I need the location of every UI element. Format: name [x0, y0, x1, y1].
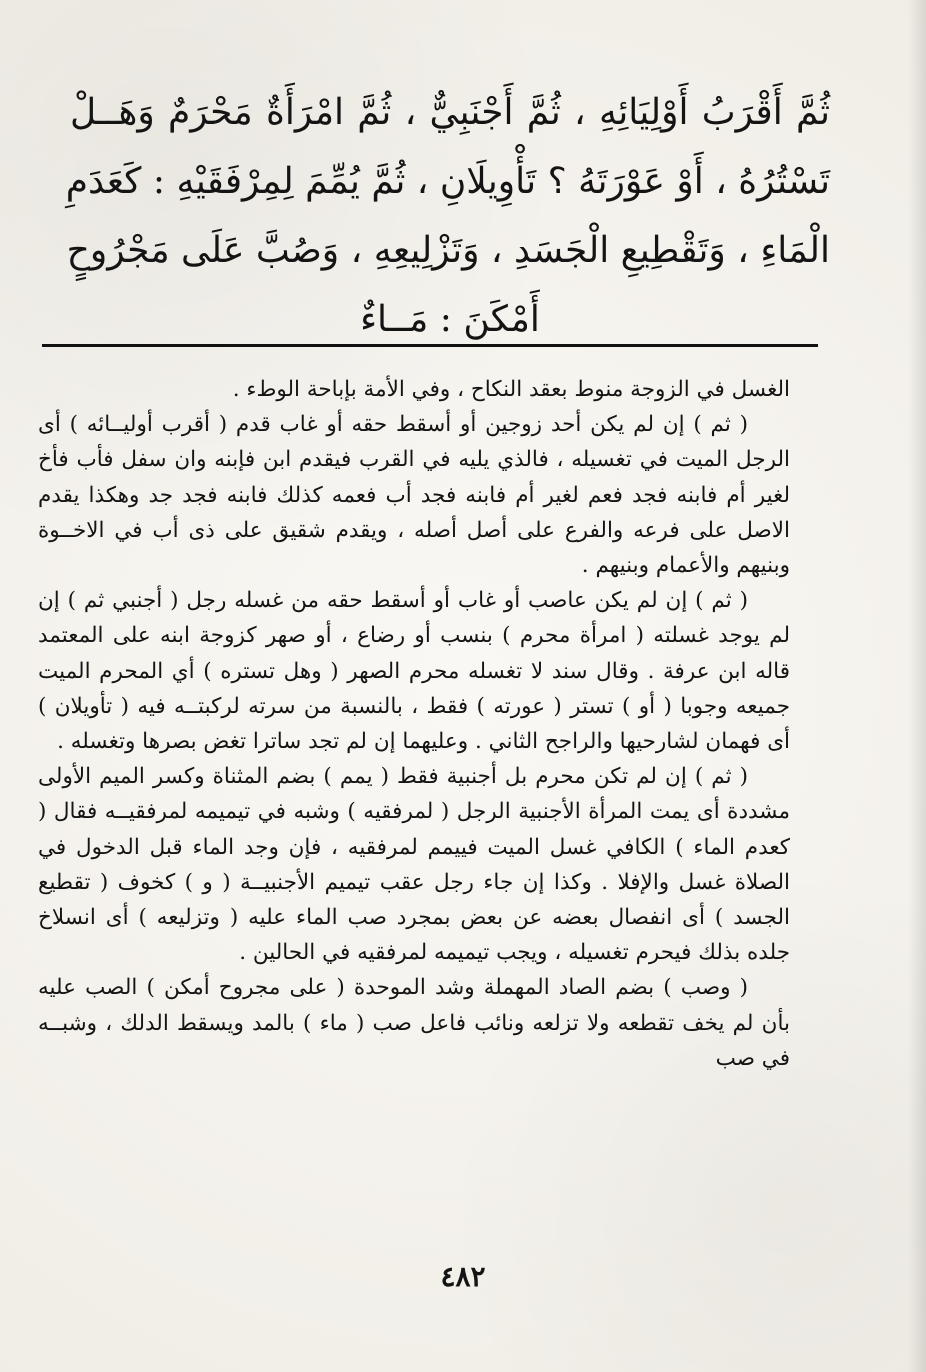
commentary-paragraph: ( ثم ) إن لم يكن أحد زوجين أو أسقط حقه أو غاب قدم ( أقرب أوليــائه ) أى الرجل الميت في تغسيله ، فالذي يليه في القرب فيقدم ابن فإبنه وان سفل فأب فأخ لغير أم فابنه فجد فعم لغير أم فابنه فجد أب فعمه كذلك فابنه فجد جد وهكذا يقدم الاصل على فرعه والفرع على أصل أصله ، ويقدم شقيق على ذى أب في الاخــوة وبنيهم والأعمام وبنيهم .: [38, 412, 790, 579]
commentary-paragraph: ( وصب ) بضم الصاد المهملة وشد الموحدة ( على مجروح أمكن ) الصب عليه بأن لم يخف تقطعه ولا تزلعه ونائب فاعل صب ( ماء ) بالمد ويسقط الدلك ، وشبــه في صب: [38, 975, 790, 1071]
page-edge-shadow: [908, 0, 926, 1372]
matn-line: ثُمَّ أَقْرَبُ أَوْلِيَائِهِ ، ثُمَّ أَجْنَبِيٌّ ، ثُمَّ امْرَأَةٌ مَحْرَمٌ وَهَــلْ: [70, 92, 830, 133]
commentary-paragraph: الغسل في الزوجة منوط بعقد النكاح ، وفي الأمة بإباحة الوطء .: [232, 377, 790, 402]
commentary-paragraph: ( ثم ) إن لم يكن عاصب أو غاب أو أسقط حقه من غسله رجل ( أجنبي ثم ) إن لم يوجد غسلته ( امرأة محرم ) بنسب أو رضاع ، أو صهر كزوجة ابنه على المعتمد قاله ابن عرفة . وقال سند لا تغسله محرم الصهر ( وهل تستره ) أي المحرم الميت جميعه وجوبا ( أو ) تستر ( عورته ) فقط ، بالنسبة من سرته لركبتــه فيه ( تأويلان ) أى فهمان لشارحيها والراجح الثاني . وعليهما إن لم تجد ساترا تغض بصرها وتغسله .: [38, 588, 790, 755]
page-number: ٤٨٢: [440, 1260, 486, 1293]
main-text-matn: [65, 78, 830, 354]
section-divider: [42, 344, 818, 347]
commentary-sharh: [38, 372, 790, 1076]
matn-line: الْمَاءِ ، وَتَقْطِيعِ الْجَسَدِ ، وَتَزْلِيعِهِ ، وَصُبَّ عَلَى مَجْرُوحٍ: [66, 230, 830, 271]
matn-line: أَمْكَنَ : مَــاءٌ: [360, 299, 540, 340]
matn-line: تَسْتُرُهُ ، أَوْ عَوْرَتَهُ ؟ تَأْوِيلَانِ ، ثُمَّ يُمِّمَ لِمِرْفَقَيْهِ : كَعَدَمِ: [65, 161, 830, 202]
commentary-paragraph: ( ثم ) إن لم تكن محرم بل أجنبية فقط ( يمم ) بضم المثناة وكسر الميم الأولى مشددة أى يمت المرأة الأجنبية الرجل ( لمرفقيه ) وشبه في تيميمه لمرفقيــه فقال ( كعدم الماء ) الكافي غسل الميت فييمم لمرفقيه ، فإن وجد الماء قبل الدخول في الصلاة غسل والإفلا . وكذا إن جاء رجل عقب تيميم الأجنبيــة ( و ) كخوف ( تقطيع الجسد ) أى انفصال بعضه عن بعض بمجرد صب الماء عليه ( وتزليعه ) أى انسلاخ جلده بذلك فيحرم تغسيله ، ويجب تيميمه لمرفقيه في الحالين .: [38, 764, 790, 966]
